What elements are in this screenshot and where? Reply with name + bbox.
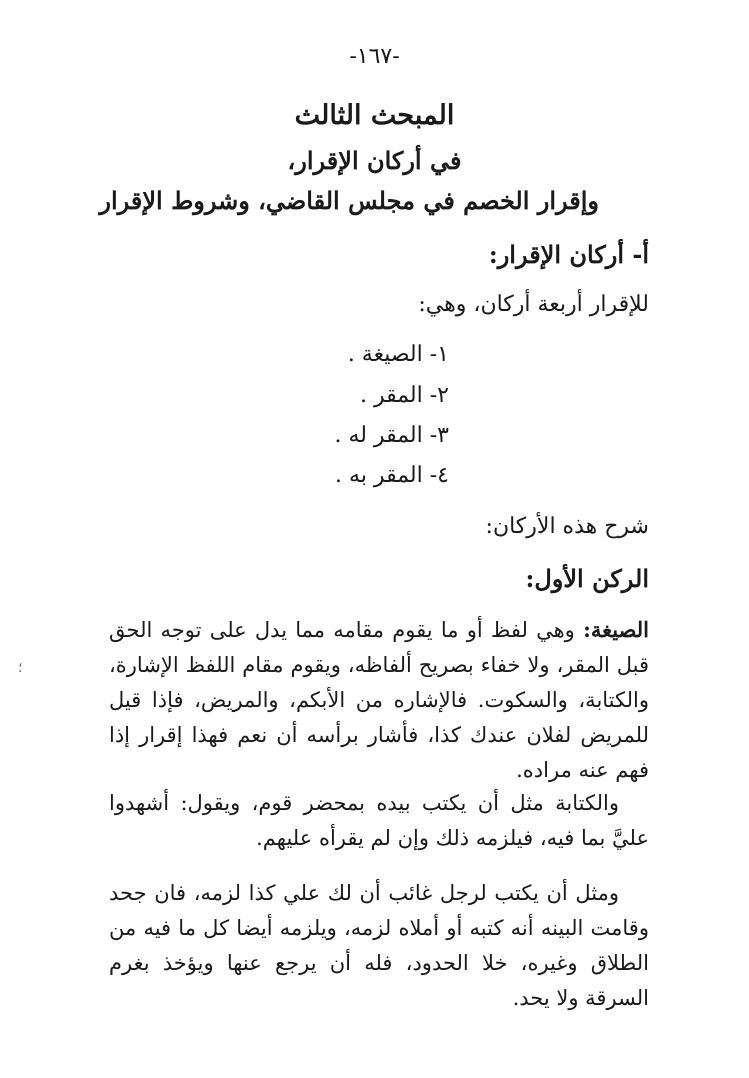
section-title: المبحث الثالث [294, 100, 455, 131]
margin-mark: ؛ [18, 660, 23, 676]
list-item: ٢- المقر . [359, 383, 449, 408]
list-item: ١- الصيغة . [347, 342, 449, 367]
paragraph [109, 612, 649, 788]
list-item: ٣- المقر له . [334, 423, 449, 448]
paragraph: والكتابة مثل أن يكتب بيده بمحضر قوم، ويقول: أشهدوا عليَّ بما فيه، فيلزمه ذلك وإن لم يقرأه عليهم. [109, 791, 649, 850]
paragraph: ومثل أن يكتب لرجل غائب أن لك علي كذا لزمه، فان جحد وقامت البينه أنه كتبه أو أملاه لزمه، ويلزمه أيضا كل ما فيه من الطلاق وغيره، خلا الحدود، فله أن يرجع عنها ويؤخذ بغرم السرقة ولا يحد. [109, 881, 649, 1010]
intro-text: للإقرار أربعة أركان، وهي: [418, 292, 649, 317]
section-subtitle-2: وإقرار الخصم في مجلس القاضي، وشروط الإقرار [99, 186, 599, 215]
pillar-heading: الركن الأول: [525, 564, 649, 593]
paragraph-text: وهي لفظ أو ما يقوم مقامه مما يدل على توجه الحق قبل المقر، ولا خفاء بصريح ألفاظه، ويقوم مقام اللفظ الإشارة، والكتابة، والسكوت. فالإشاره من الأبكم، والمريض، فإذا قيل للمريض لفلان عندك كذا، فأشار برأسه أن نعم فهذا إقرار إذا فهم عنه مراده. [109, 618, 649, 782]
explanation-heading: شرح هذه الأركان: [485, 514, 649, 539]
list-item: ٤- المقر به . [335, 463, 449, 488]
subsection-heading: أ- أركان الإقرار: [488, 240, 649, 269]
page-number: -١٦٧- [349, 44, 400, 69]
term-label: الصيغة: [583, 617, 649, 642]
section-subtitle: في أركان الإقرار، [287, 146, 462, 175]
